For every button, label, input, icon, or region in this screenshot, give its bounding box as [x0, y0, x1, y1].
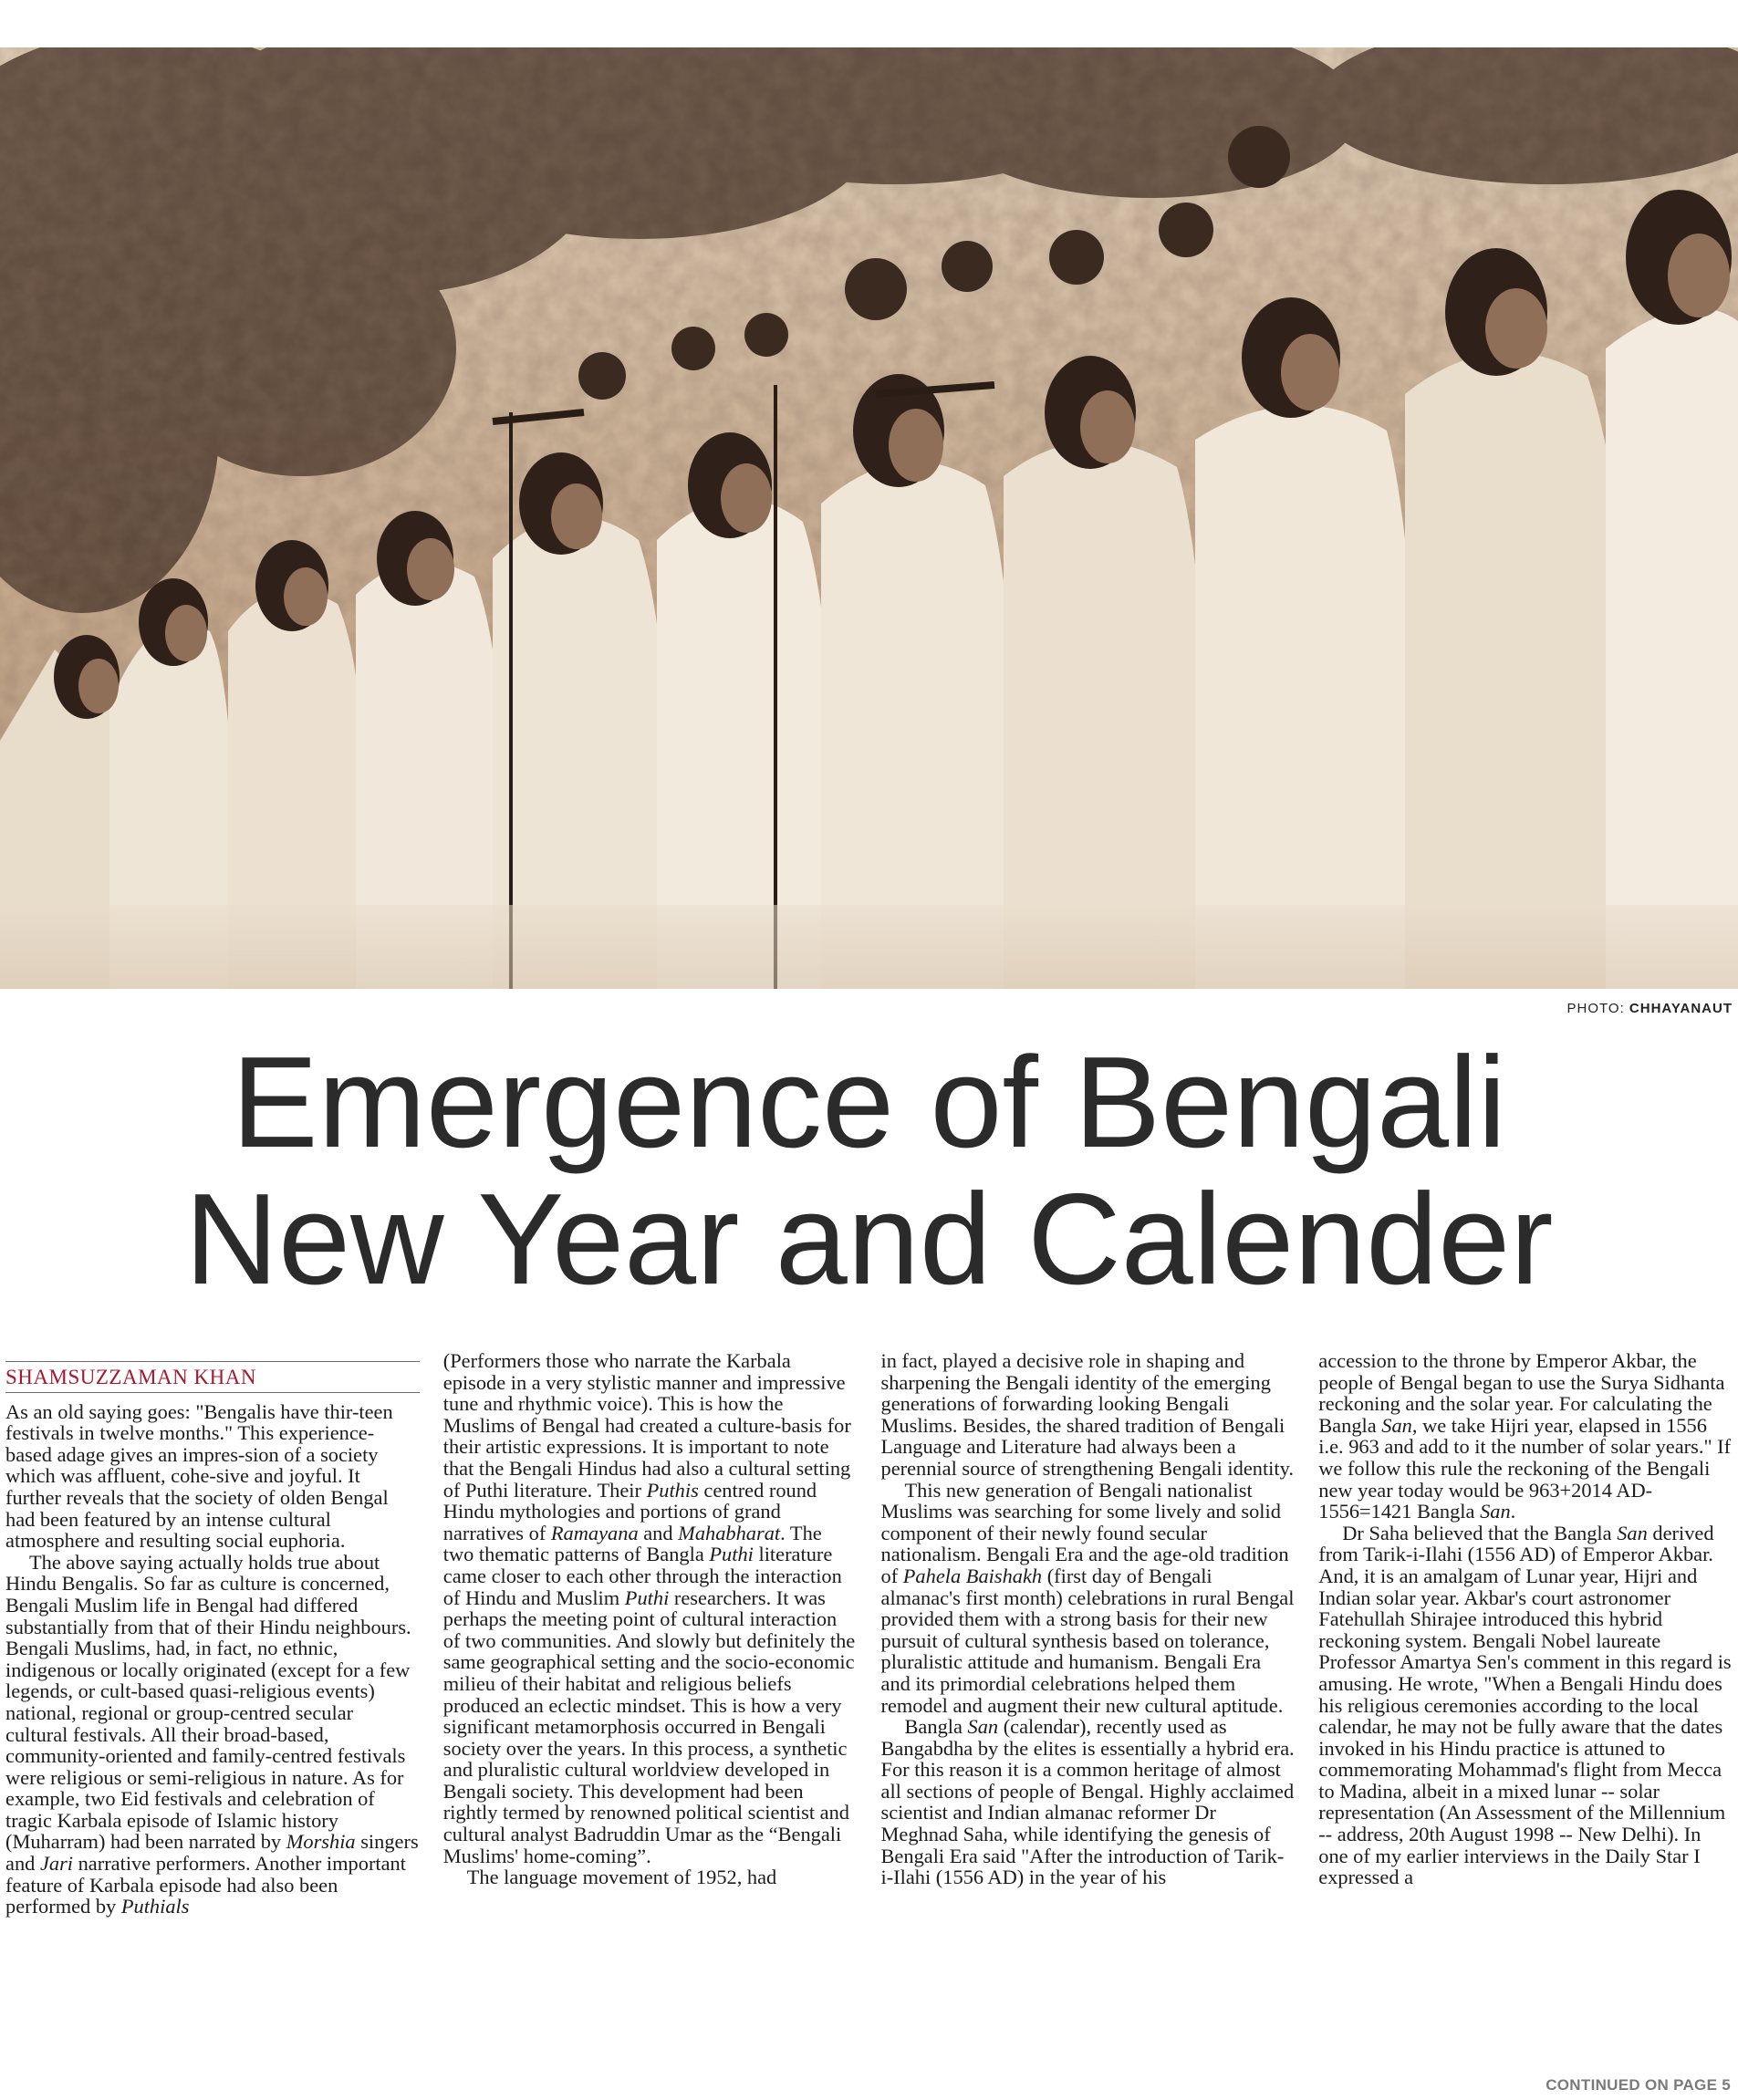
article-paragraph: This new generation of Bengali nationalist Muslims was searching for some lively and solid component of their newly found secular nationalism. Bengali Era and the age-old tradition of Pahela Baishakh (first day of Bengali almanac's first month) celebrations in rural Bengal provided them with a strong basis for their new pursuit of cultural synthesis based on tolerance, pluralistic attitude and humanism. Bengali Era and its primordial celebrations helped them remodel and augment their new cultural aptitude. — [880, 1478, 1295, 1717]
continued-on-page-label: CONTINUED ON PAGE 5 — [1545, 2076, 1731, 2094]
italic-term: Jari — [39, 1852, 74, 1876]
italic-term: Pahela Baishakh — [902, 1564, 1043, 1587]
article-body — [5, 1350, 1733, 2085]
article-paragraph: accession to the throne by Emperor Akbar, the people of Bengal began to use the Surya Sidhanta reckoning and the solar year. For calculating the Bangla San, we take Hijri year, elapsed in 1556 i.e. 963 and add to it the number of solar years." If we follow this rule the reckoning of the Bengali new year today would be 963+2014 AD-1556=1421 Bangla San. — [1318, 1350, 1732, 1523]
italic-term: Puthi — [624, 1585, 670, 1609]
italic-term: Mahabharat — [678, 1521, 781, 1544]
article-column-4 — [1318, 1350, 1733, 2085]
headline — [0, 1030, 1738, 1312]
article-paragraph: Bangla San (calendar), recently used as Bangabdha by the elites is essentially a hybrid era. For this reason it is a common heritage of almost all sections of people of Bengal. Highly acclaimed scientist and Indian almanac reformer Dr Meghnad Saha, while identifying the genesis of Bengali Era said "After the introduction of Tarik-i-Ilahi (1556 AD) in the year of his — [880, 1715, 1295, 1889]
choir-photograph — [0, 47, 1738, 989]
author-byline: SHAMSUZZAMAN KHAN — [5, 1361, 420, 1393]
article-paragraph: The above saying actually holds true about Hindu Bengalis. So far as culture is concerned, Bengali Muslim life in Bengal had differed substantially from that of their Hindu neighbours. Bengali Muslims, had, in fact, no ethnic, indigenous or locally originated (except for a few legends, or cult-based quasi-religious events) national, regional or group-centred secular cultural festivals. All their broad-based, community-oriented and family-centred festivals were religious or semi-religious in nature. As for example, two Eid festivals and celebration of tragic Karbala episode of Islamic history (Muharram) had been narrated by Morshia singers and Jari narrative performers. Another important feature of Karbala episode had also been performed by Puthials — [5, 1550, 419, 1918]
article-paragraph: As an old saying goes: "Bengalis have thir-teen festivals in twelve months." This experience-based adage gives an impres-sion of a society which was affluent, cohe-sive and joyful. It further reveals that the society of olden Bengal had been featured by an intense cultural atmosphere and resulting social euphoria. — [5, 1399, 393, 1553]
article-paragraph: The language movement of 1952, had — [466, 1866, 777, 1889]
headline-line-1: Emergence of Bengali — [231, 1030, 1507, 1175]
italic-term: San — [1480, 1500, 1511, 1523]
headline-line-2: New Year and Calender — [184, 1167, 1554, 1312]
italic-term: Puthi — [709, 1543, 754, 1566]
article-column-3 — [881, 1350, 1296, 2085]
italic-term: San — [967, 1715, 999, 1739]
article-column-1 — [5, 1350, 420, 2085]
italic-term: San — [1381, 1413, 1412, 1437]
italic-term: San — [1617, 1521, 1648, 1544]
photo-credit — [1567, 1001, 1733, 1016]
article-paragraph: in fact, played a decisive role in shaping and sharpening the Bengali identity of the emerging generations of forwarding looking Bengali Muslims. Besides, the shared tradition of Bengali Language and Literature had always been a perennial source of strengthening Bengali identity. — [880, 1350, 1294, 1480]
italic-term: Ramayana — [550, 1521, 639, 1544]
article-column-2 — [443, 1350, 858, 2085]
article-paragraph: Dr Saha believed that the Bangla San derived from Tarik-i-Ilahi (1556 AD) of Emperor Akbar. And, it is an amalgam of Lunar year, Hijri and Indian solar year. Akbar's court astronomer Fatehullah Shirajee introduced this hybrid reckoning system. Bengali Nobel laureate Professor Amartya Sen's comment in this regard is amusing. He wrote, "When a Bengali Hindu does his religious ceremonies according to the local calendar, he may not be fully aware that the dates invoked in his Hindu practice is attuned to commemorating Mohammad's flight from Mecca to Madina, albeit in a mixed lunar -- solar representation (An Assessment of the Millennium -- address, 20th August 1998 -- New Delhi). In one of my earlier interviews in the Daily Star I expressed a — [1318, 1521, 1732, 1889]
article-paragraph: (Performers those who narrate the Karbala episode in a very stylistic manner and impressive tune and rhythmic voice). This is how the Muslims of Bengal had created a culture-basis for their artistic expressions. It is important to note that the Bengali Hindus had also a cultural setting of Puthi literature. Their Puthis centred round Hindu mythologies and portions of grand narratives of Ramayana and Mahabharat. The two thematic patterns of Bangla Puthi literature came closer to each other through the interaction of Hindu and Muslim Puthi researchers. It was perhaps the meeting point of cultural interaction of two communities. And slowly but definitely the same geographical setting and the socio-economic milieu of their habitat and religious beliefs produced an eclectic mindset. This is how a very significant metamorphosis occurred in Bengali society over the years. In this process, a synthetic and pluralistic cultural worldview developed in Bengali society. This development had been rightly termed by renowned political scientist and cultural analyst Badruddin Umar as the “Bengali Muslims' home-coming”. — [442, 1350, 856, 1867]
italic-term: Morshia — [286, 1830, 356, 1854]
italic-term: Puthials — [120, 1895, 190, 1918]
italic-term: Puthis — [646, 1478, 699, 1502]
photo-credit-name: CHHAYANAUT — [1629, 1001, 1733, 1016]
photo-credit-prefix: PHOTO: — [1566, 1001, 1625, 1016]
